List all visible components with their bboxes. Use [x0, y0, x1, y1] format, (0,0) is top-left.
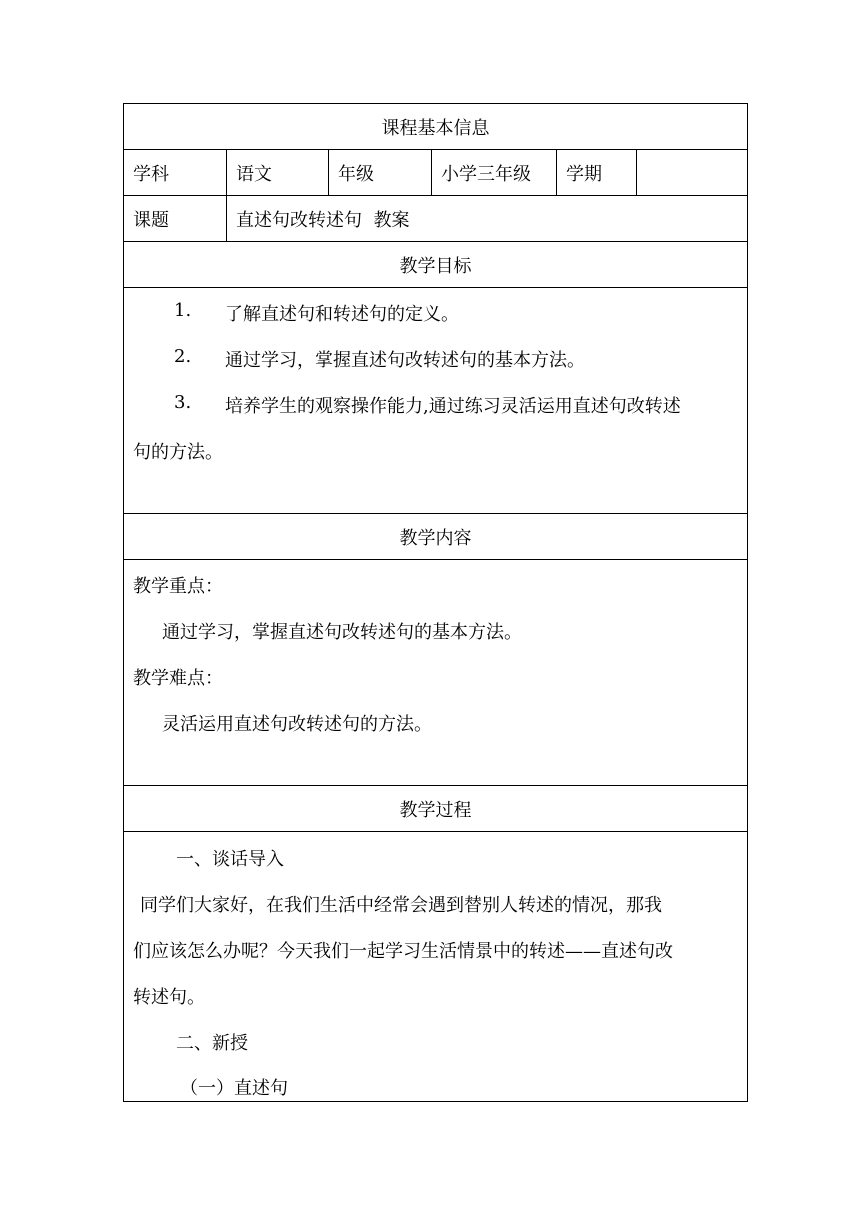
difficulty-text: 灵活运用直述句改转述句的方法。 — [162, 714, 432, 735]
process-body — [124, 832, 747, 1102]
objective-2-text: 通过学习，掌握直述句改转述句的基本方法。 — [225, 350, 585, 371]
term-label: 学期 — [557, 150, 637, 195]
process-heading — [124, 786, 747, 832]
intro-line-3: 转述句。 — [133, 987, 205, 1008]
topic-label: 课题 — [124, 196, 227, 241]
objective-1-text: 了解直述句和转述句的定义。 — [225, 304, 459, 325]
objective-3-number: 3. — [174, 392, 192, 413]
grade-value: 小学三年级 — [432, 150, 557, 195]
content-title: 教学内容 — [399, 527, 472, 549]
table-title: 课程基本信息 — [381, 117, 490, 139]
subject-value: 语文 — [227, 150, 329, 195]
objectives-title: 教学目标 — [399, 255, 472, 277]
objectives-body — [124, 288, 747, 514]
content-body — [124, 560, 747, 786]
section-intro-heading: 一、谈话导入 — [176, 849, 284, 870]
grade-label: 年级 — [329, 150, 432, 195]
objective-3-text: 培养学生的观察操作能力,通过练习灵活运用直述句改转述 — [225, 396, 681, 417]
topic-row — [124, 196, 747, 242]
subject-label: 学科 — [124, 150, 227, 195]
intro-line-1: 同学们大家好，在我们生活中经常会遇到替别人转述的情况，那我 — [140, 895, 662, 916]
focus-text: 通过学习，掌握直述句改转述句的基本方法。 — [162, 622, 522, 643]
objective-2-number: 2. — [174, 346, 192, 367]
process-title: 教学过程 — [399, 799, 472, 821]
objectives-heading — [124, 242, 747, 288]
focus-label: 教学重点： — [133, 576, 223, 597]
content-heading — [124, 514, 747, 560]
topic-value: 直述句改转述句 教案 — [236, 209, 410, 231]
section-new-heading: 二、新授 — [176, 1033, 248, 1054]
intro-line-2: 们应该怎么办呢？今天我们一起学习生活情景中的转述——直述句改 — [133, 941, 673, 962]
info-row — [124, 150, 747, 196]
objective-1-number: 1. — [174, 300, 192, 321]
difficulty-label: 教学难点： — [133, 668, 223, 689]
lesson-plan-table — [123, 103, 748, 1102]
table-header — [124, 104, 747, 150]
objective-3-text-continued: 句的方法。 — [133, 442, 223, 463]
subsection-direct-speech: （一）直述句 — [180, 1078, 288, 1099]
term-value — [637, 150, 747, 195]
